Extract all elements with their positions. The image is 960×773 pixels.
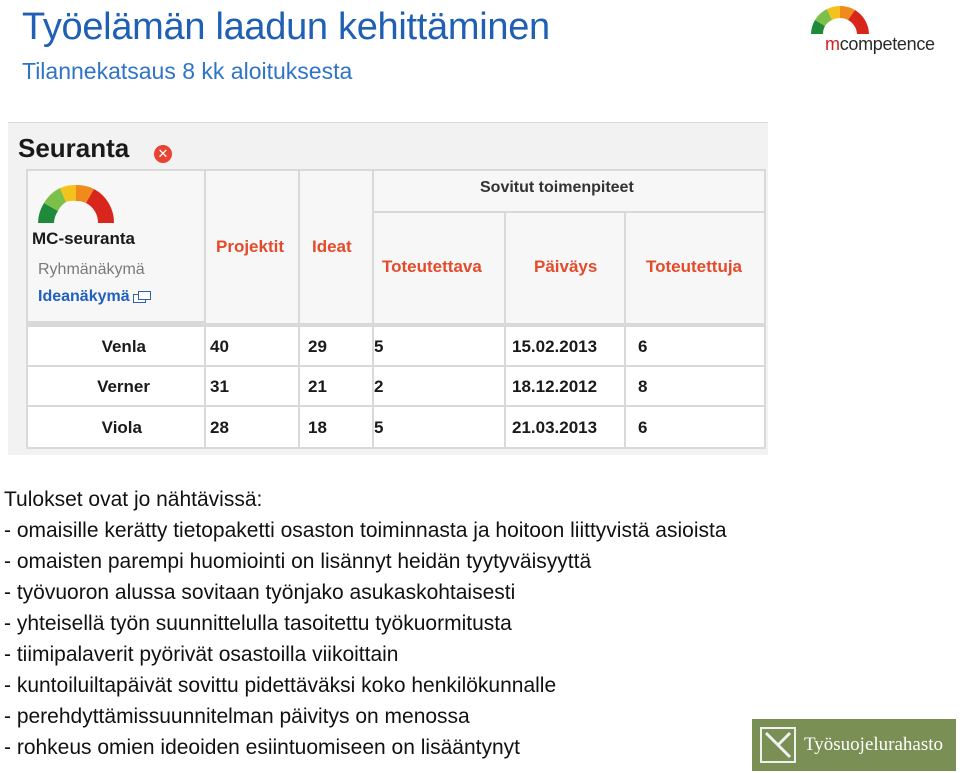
tsr-emblem-icon <box>760 727 796 763</box>
idea-view-label: Ideanäkymä <box>38 288 130 305</box>
cell-toteutettuja: 6 <box>638 418 648 437</box>
list-item: - omaisille kerätty tietopaketti osaston toiminnasta ja hoitoon liittyvistä asioista <box>4 519 727 542</box>
mcompetence-logo <box>805 4 950 56</box>
cell-ideat: 29 <box>308 337 327 356</box>
gauge-logo-icon <box>805 4 875 36</box>
list-item: - omaisten parempi huomiointi on lisännyt heidän tyytyväisyyttä <box>4 550 592 573</box>
group-view-link[interactable]: Ryhmänäkymä <box>38 261 145 278</box>
tsr-logo-text: Työsuojelurahasto <box>804 734 944 755</box>
cell-projektit: 28 <box>210 418 229 437</box>
cell-ideat: 21 <box>308 377 327 396</box>
seuranta-title: Seuranta <box>18 133 130 163</box>
list-item: - perehdyttämissuunnitelman päivitys on menossa <box>4 705 470 728</box>
mc-gauge-icon <box>34 179 116 225</box>
cell-toteutettava: 5 <box>374 337 384 356</box>
cell-paivays: 21.03.2013 <box>512 418 598 437</box>
cell-paivays: 18.12.2012 <box>512 377 598 396</box>
page-subtitle: Tilannekatsaus 8 kk aloituksesta <box>22 58 353 84</box>
list-item: - yhteisellä työn suunnittelulla tasoitettu työkuormitusta <box>4 612 512 635</box>
cell-toteutettuja: 8 <box>638 377 648 396</box>
logo-competence: competence <box>839 34 935 54</box>
tyosuojelurahasto-logo <box>752 719 956 771</box>
close-icon[interactable]: ✕ <box>154 145 172 163</box>
new-window-icon <box>133 291 151 303</box>
logo-m: m <box>825 34 840 54</box>
cell-toteutettuja: 6 <box>638 337 648 356</box>
column-header-projektit[interactable]: Projektit <box>216 237 285 256</box>
cell-paivays: 15.02.2013 <box>512 337 598 356</box>
cell-projektit: 40 <box>210 337 229 356</box>
row-name[interactable]: Viola <box>101 418 142 437</box>
list-item: - tiimipalaverit pyörivät osastoilla viikoittain <box>4 643 399 666</box>
results-heading: Tulokset ovat jo nähtävissä: <box>4 488 263 511</box>
column-header-paivays[interactable]: Päiväys <box>534 257 598 276</box>
cell-projektit: 31 <box>210 377 229 396</box>
column-header-toteutettava[interactable]: Toteutettava <box>382 257 482 276</box>
column-header-toteutettuja[interactable]: Toteutettuja <box>646 257 743 276</box>
app-name: MC-seuranta <box>32 229 135 248</box>
cell-toteutettava: 2 <box>374 377 384 396</box>
row-name[interactable]: Verner <box>97 377 150 396</box>
seuranta-screenshot <box>8 122 768 455</box>
list-item: - kuntoiluiltapäivät sovittu pidettäväksi koko henkilökunnalle <box>4 674 557 697</box>
list-item: - rohkeus omien ideoiden esiintuomiseen on lisääntynyt <box>4 736 520 759</box>
idea-view-link[interactable] <box>38 288 151 306</box>
page-title: Työelämän laadun kehittäminen <box>22 6 550 48</box>
column-header-ideat[interactable]: Ideat <box>312 237 352 256</box>
list-item: - työvuoron alussa sovitaan työnjako asukaskohtaisesti <box>4 581 516 604</box>
cell-toteutettava: 5 <box>374 418 384 437</box>
mc-seuranta-sidebar <box>28 171 204 321</box>
row-name[interactable]: Venla <box>101 337 146 356</box>
results-list <box>4 484 727 763</box>
cell-ideat: 18 <box>308 418 327 437</box>
group-header-sovitut: Sovitut toimenpiteet <box>480 179 634 196</box>
